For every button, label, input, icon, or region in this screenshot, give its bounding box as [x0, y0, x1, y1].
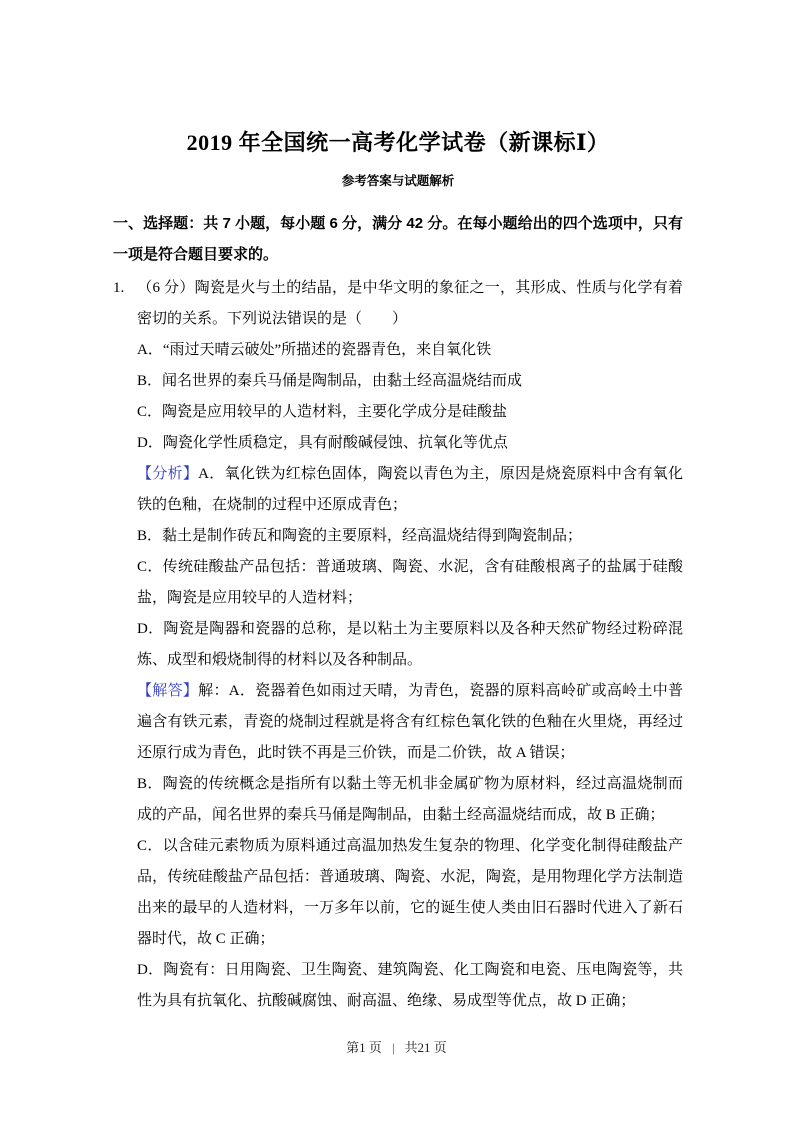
answer-paragraph	[113, 676, 683, 769]
answer-paragraph	[113, 955, 683, 1017]
answer-paragraph	[113, 831, 683, 955]
document-subtitle: 参考答案与试题解析	[341, 174, 455, 188]
option-label-d: D．	[137, 435, 163, 451]
option-row-d	[113, 428, 683, 459]
page-separator: |	[391, 1040, 395, 1055]
option-label-c: C．	[137, 404, 163, 420]
option-text-b: 闻名世界的秦兵马俑是陶制品，由黏土经高温烧结而成	[162, 373, 523, 389]
analysis-text-b: B．黏土是制作砖瓦和陶瓷的主要原料，经高温烧结得到陶瓷制品；	[137, 528, 583, 544]
analysis-text-d: D．陶瓷是陶器和瓷器的总称，是以粘土为主要原料以及各种天然矿物经过粉碎混炼、成型和煅烧制得的材料以及各种制品。	[137, 621, 683, 668]
option-row-c	[113, 397, 683, 428]
document-content	[113, 0, 683, 1017]
option-text-d: 陶瓷化学性质稳定，具有耐酸碱侵蚀、抗氧化等优点	[162, 435, 508, 451]
analysis-label: 【分析】	[137, 466, 199, 482]
answer-text-b: B．陶瓷的传统概念是指所有以黏土等无机非金属矿物为原材料，经过高温烧制而成的产品，闻名世界的秦兵马俑是陶制品，由黏土经高温烧结而成，故 B 正确；	[137, 776, 683, 823]
option-row-a	[113, 335, 683, 366]
question-number: 1.	[113, 280, 125, 296]
question-1	[113, 273, 683, 1017]
option-row-b	[113, 366, 683, 397]
option-label-a: A．	[137, 342, 163, 358]
analysis-paragraph	[113, 552, 683, 614]
option-label-b: B．	[137, 373, 163, 389]
document-title: 2019 年全国统一高考化学试卷（新课标Ⅰ）	[186, 130, 610, 155]
answer-paragraph	[113, 769, 683, 831]
page-total: 共21 页	[404, 1040, 447, 1055]
option-text-a: “雨过天晴云破处”所描述的瓷器青色，来自氧化铁	[162, 342, 492, 358]
page-number: 第1 页	[346, 1040, 382, 1055]
option-text-c: 陶瓷是应用较早的人造材料，主要化学成分是硅酸盐	[162, 404, 508, 420]
analysis-paragraph	[113, 459, 683, 521]
answer-label: 【解答】	[137, 683, 199, 699]
answer-text-d: D．陶瓷有：日用陶瓷、卫生陶瓷、建筑陶瓷、化工陶瓷和电瓷、压电陶瓷等，共性为具有抗氧化、抗酸碱腐蚀、耐高温、绝缘、易成型等优点，故 D 正确；	[137, 962, 683, 1009]
analysis-paragraph	[113, 614, 683, 676]
section-header: 一、选择题：共 7 小题，每小题 6 分，满分 42 分。在每小题给出的四个选项中，只有一项是符合题目要求的。	[113, 215, 683, 263]
answer-text-c: C．以含硅元素物质为原料通过高温加热发生复杂的物理、化学变化制得硅酸盐产品，传统硅酸盐产品包括：普通玻璃、陶瓷、水泥，陶瓷，是用物理化学方法制造出来的最早的人造材料，一万多年以前，它的诞生使人类由旧石器时代进入了新石器时代，故 C 正确；	[137, 838, 683, 947]
question-stem-text: （6 分）陶瓷是火与土的结晶，是中华文明的象征之一，其形成、性质与化学有着密切的关系。下列说法错误的是（ ）	[137, 280, 683, 327]
analysis-text-a: A．氧化铁为红棕色固体，陶瓷以青色为主，原因是烧瓷原料中含有氧化铁的色釉，在烧制的过程中还原成青色；	[137, 466, 683, 513]
analysis-text-c: C．传统硅酸盐产品包括：普通玻璃、陶瓷、水泥，含有硅酸根离子的盐属于硅酸盐，陶瓷是应用较早的人造材料；	[137, 559, 683, 606]
answer-text-a: 解：A．瓷器着色如雨过天晴，为青色，瓷器的原料高岭矿或高岭土中普遍含有铁元素，青瓷的烧制过程就是将含有红棕色氧化铁的色釉在火里烧，再经过还原行成为青色，此时铁不再是三价铁，而是二价铁，故 A 错误；	[137, 683, 683, 761]
question-stem	[113, 273, 683, 335]
analysis-paragraph	[113, 521, 683, 552]
page-footer	[0, 1039, 793, 1057]
